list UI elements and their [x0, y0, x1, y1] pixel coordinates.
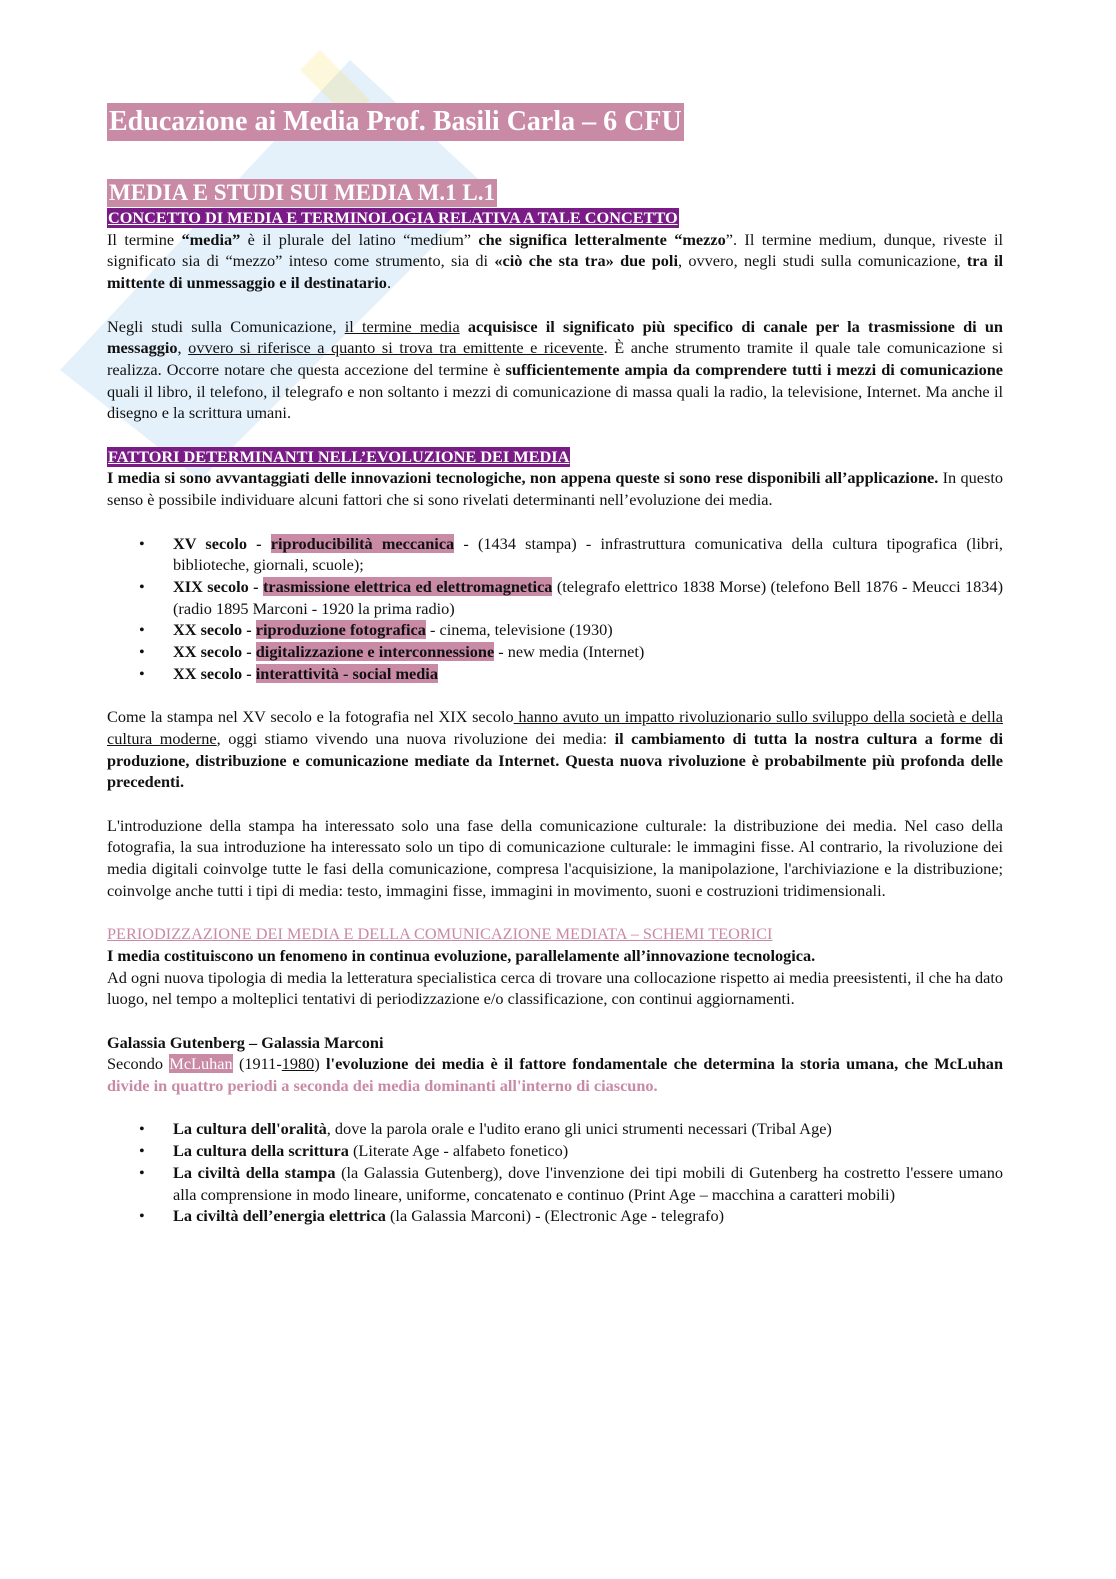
bullet-icon: • [139, 1206, 145, 1226]
text: (la Galassia Marconi) - (Electronic Age - telegrafo) [385, 1206, 725, 1226]
text-highlight: riproducibilità meccanica [270, 533, 455, 553]
text: (Literate Age - alfabeto fonetico) [348, 1141, 569, 1161]
text-bold: La civiltà dell’energia elettrica [173, 1206, 386, 1226]
paragraph-6: Ad ogni nuova tipologia di media la letteratura specialistica cerca di trovare una collocazione rispetto ai media preesistenti, il che ha dato luogo, nel tempo a molteplici tentativi di periodizzazione e/o classificazione, con continui aggiornamenti. [107, 967, 1003, 1009]
text-bold: sufficientemente ampia da comprendere tutti i mezzi di comunicazione [505, 359, 1003, 379]
text: - cinema, televisione (1930) [425, 620, 613, 640]
text: . [386, 273, 392, 293]
bullet-icon: • [139, 1119, 145, 1139]
document-title: Educazione ai Media Prof. Basili Carla – 6 CFU [107, 103, 684, 141]
list-item [107, 619, 1003, 641]
text: (la Galassia Gutenberg), dove l'invenzione dei tipi mobili di Gutenberg ha costretto l'essere umano alla comprensione in modo lineare, uniforme, concatenato e continuo (Print Age – macchina a caratteri mobili) [173, 1162, 1003, 1204]
text [460, 317, 468, 336]
paragraph-6-lead: I media costituiscono un fenomeno in continua evoluzione, parallelamente all’innovazione tecnologica. [107, 945, 816, 965]
text-bold: I media si sono avvantaggiati delle innovazioni tecnologiche, non appena queste si sono rese disponibili all’applicazione. [107, 468, 939, 488]
text-highlight: interattività - social media [255, 663, 438, 683]
bullet-icon: • [139, 576, 145, 596]
text-bold: acquisisce il significato più specifico di canale per la trasmissione di un messaggio [107, 316, 1003, 358]
text-underline: il termine media [344, 316, 460, 336]
list-item [107, 663, 1003, 685]
bullet-icon: • [139, 1162, 145, 1182]
subheading-periodizzazione: PERIODIZZAZIONE DEI MEDIA E DELLA COMUNICAZIONE MEDIATA – SCHEMI TEORICI [107, 924, 773, 944]
text: Negli studi sulla Comunicazione, [107, 316, 345, 336]
list-item [107, 1118, 1003, 1140]
text-highlight: trasmissione elettrica ed elettromagnetica [262, 576, 553, 596]
text: quali il libro, il telefono, il telegrafo e non soltanto i mezzi di comunicazione di massa quali la radio, la televisione, Internet. Ma anche il disegno e la scrittura umani. [107, 381, 1003, 423]
text-bold: La civiltà della stampa [173, 1162, 336, 1182]
text-highlight: digitalizzazione e interconnessione [255, 642, 495, 662]
text: , [177, 338, 189, 358]
text: . È anche strumento tramite il quale tale comunicazione si realizza. Occorre notare che questa accezione del termine è [107, 338, 1003, 379]
text: - new media (Internet) [494, 642, 645, 662]
paragraph-2 [107, 316, 1003, 425]
text: Il termine [107, 229, 182, 249]
text-bold: che significa letteralmente “mezzo [478, 229, 726, 249]
text: - (1434 stampa) - infrastruttura comunicativa della cultura tipografica (libri, biblioteche, giornali, scuole); [173, 533, 1003, 575]
ages-list [107, 1118, 1003, 1227]
text-underline: ovvero si riferisce a quanto si trova tra emittente e ricevente [188, 338, 604, 358]
paragraph-5: L'introduzione della stampa ha interessato solo una fase della comunicazione culturale: la distribuzione dei media. Nel caso della fotografia, la sua introduzione ha interessato solo un tipo di comunicazione culturale: le immagini fisse. Al contrario, la rivoluzione dei media digitali coinvolge tutte le fasi della comunicazione, compresa l'acquisizione, la manipolazione, l'archiviazione e la distribuzione; coinvolge anche tutti i tipi di media: testo, immagini fisse, immagini in movimento, suoni e costruzioni tridimensionali. [107, 815, 1003, 900]
text: Come la stampa nel XV secolo e la fotografia nel XIX secolo [107, 707, 514, 727]
bullet-icon: • [139, 533, 145, 553]
text-bold: XV secolo - [173, 533, 271, 553]
paragraph-4 [107, 706, 1003, 793]
bullet-icon: • [139, 642, 145, 662]
text-bold: il cambiamento di tutta la nostra cultura a forme di produzione, distribuzione e comunicazione mediate da Internet. Questa nuova rivoluzione è probabilmente più profonda delle precedenti. [107, 728, 1004, 792]
list-item [107, 1205, 1003, 1227]
text-bold: XIX secolo - [173, 576, 263, 596]
subheading-concetto: CONCETTO DI MEDIA E TERMINOLOGIA RELATIVA A TALE CONCETTO [108, 208, 678, 227]
text-highlight: riproduzione fotografica [255, 620, 426, 640]
text-bold: La cultura dell'oralità [173, 1119, 327, 1139]
text-bold: “media” [181, 229, 241, 249]
paragraph-1 [107, 229, 1003, 294]
factors-list [107, 533, 1003, 685]
text: (telegrafo elettrico 1838 Morse) (telefono Bell 1876 - Meucci 1834) (radio 1895 Marconi - 1920 la prima radio) [173, 576, 1003, 618]
text: ) [314, 1054, 327, 1074]
list-item [107, 576, 1003, 619]
text: è il plurale del latino “medium” [240, 229, 479, 249]
galassia-heading: Galassia Gutenberg – Galassia Marconi [107, 1032, 384, 1052]
section-heading: MEDIA E STUDI SUI MEDIA M.1 L.1 [109, 180, 495, 205]
year-1980-link[interactable]: 1980 [281, 1054, 315, 1074]
text: , ovvero, negli studi sulla comunicazione, [677, 251, 967, 271]
mcluhan-link[interactable]: McLuhan [169, 1054, 233, 1074]
bullet-icon: • [139, 663, 145, 683]
paragraph-3 [107, 467, 1003, 510]
text-bold: XX secolo - [173, 663, 256, 683]
list-item [107, 1140, 1003, 1162]
text: Secondo [107, 1054, 170, 1074]
text-bold: «ciò che sta tra» due poli [494, 251, 678, 271]
text-bold: XX secolo - [173, 642, 256, 662]
text: In questo senso è possibile individuare alcuni fattori che si sono rivelati determinanti nell’evoluzione dei media. [107, 468, 1003, 510]
list-item [107, 1162, 1003, 1205]
bullet-icon: • [139, 1141, 145, 1161]
text: , oggi stiamo vivendo una nuova rivoluzione dei media: [216, 728, 615, 748]
text-bold: La cultura della scrittura [173, 1141, 349, 1161]
text: ”. Il termine medium, dunque, riveste il significato sia di “mezzo” inteso come strumento, sia di [107, 229, 1004, 271]
bullet-icon: • [139, 620, 145, 640]
text-pink: divide in quattro periodi a seconda dei media dominanti all'interno di ciascuno. [107, 1076, 658, 1096]
list-item [107, 533, 1003, 576]
paragraph-7 [107, 1053, 1003, 1096]
text: (1911- [232, 1054, 282, 1074]
list-item [107, 641, 1003, 663]
text: , dove la parola orale e l'udito erano gli unici strumenti necessari (Tribal Age) [326, 1119, 832, 1139]
text-bold: XX secolo - [173, 620, 256, 640]
document-page [107, 103, 1003, 1227]
text-bold: tra il mittente di unmessaggio e il destinatario [107, 251, 1004, 293]
subheading-fattori: FATTORI DETERMINANTI NELL’EVOLUZIONE DEI MEDIA [108, 446, 570, 466]
text-underline: hanno avuto un impatto rivoluzionario sullo sviluppo della società e della cultura moderne [107, 707, 1003, 748]
text-bold: l'evoluzione dei media è il fattore fondamentale che determina la storia umana, che McLuhan [326, 1054, 1004, 1074]
